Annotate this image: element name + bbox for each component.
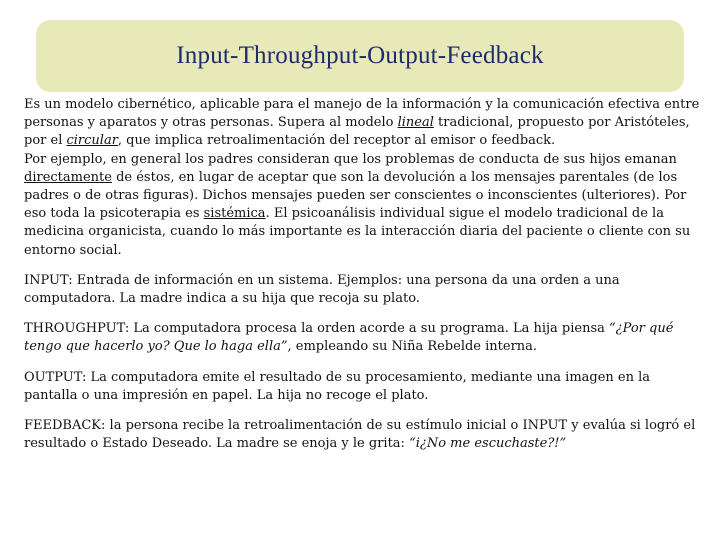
feedback-paragraph [24, 417, 700, 453]
lineal-term: lineal [397, 115, 434, 131]
sistemica-term: sistémica [203, 206, 266, 222]
example-text-1: Por ejemplo, en general los padres consideran que los problemas de conducta de sus hijos emanan [24, 151, 677, 167]
throughput-quote: “¿Por qué tengo que hacerlo yo? Que lo haga ella” [24, 321, 674, 355]
circular-term: circular [66, 133, 118, 149]
title-banner [36, 20, 684, 92]
intro-text-2: tradicional, propuesto por Aristóteles, por el [24, 115, 690, 149]
throughput-paragraph [24, 320, 700, 356]
example-paragraph [24, 151, 700, 260]
example-text-2: de éstos, en lugar de aceptar que son la devolución a los mensajes parentales (de los padres o de otras figuras). Dichos mensajes pueden ser conscientes o inconscientes (ulteriores). Por eso toda la psicoterapia es [24, 169, 687, 222]
feedback-quote: “i¿No me escuchaste?!” [409, 436, 567, 452]
throughput-text-1: THROUGHPUT: La computadora procesa la orden acorde a su programa. La hija piensa [24, 321, 610, 337]
feedback-text-1: FEEDBACK: la persona recibe la retroalimentación de su estímulo inicial o INPUT y evalúa si logró el resultado o Estado Deseado. La madre se enoja y le grita: [24, 418, 696, 452]
intro-text-3: , que implica retroalimentación del receptor al emisor o feedback. [117, 133, 556, 149]
example-text-3: . El psicoanálisis individual sigue el modelo tradicional de la medicina organicista, cuando lo más importante es la interacción diaria del paciente o cliente con su entorno social. [24, 206, 691, 258]
intro-paragraph [24, 96, 700, 151]
slide-title: Input-Throughput-Output-Feedback [176, 42, 544, 69]
input-paragraph: INPUT: Entrada de información en un sistema. Ejemplos: una persona da una orden a una computadora. La madre indica a su hija que recoja su plato. [24, 272, 620, 307]
throughput-text-2: , empleando su Niña Rebelde interna. [287, 339, 538, 355]
output-paragraph: OUTPUT: La computadora emite el resultado de su procesamiento, mediante una imagen en la pantalla o una impresión en papel. La hija no recoge el plato. [24, 369, 651, 403]
intro-text-1: Es un modelo cibernético, aplicable para el manejo de la información y la comunicación efectiva entre personas y aparatos y otras personas. Supera al modelo [24, 97, 700, 131]
directamente-term: directamente [24, 169, 112, 185]
slide-body [24, 96, 700, 453]
